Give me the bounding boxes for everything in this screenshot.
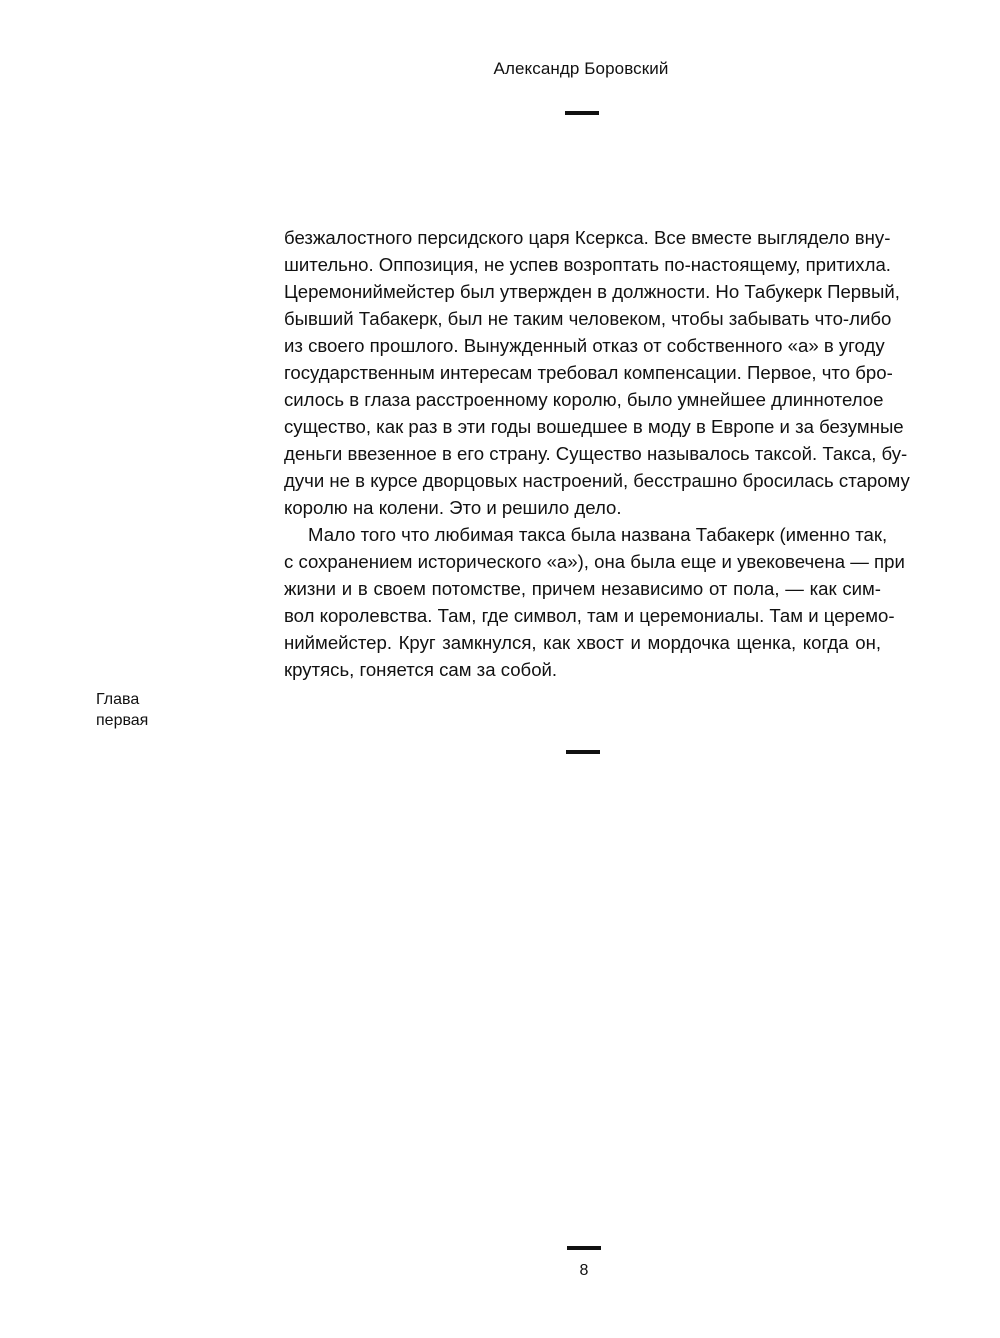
text-line: бывший Табакерк, был не таким человеком, чтобы забывать что-либо xyxy=(284,308,892,329)
text-line: с сохранением исторического «а»), она была еще и увековечена — при xyxy=(284,551,905,572)
middle-divider xyxy=(566,750,600,754)
text-line: государственным интересам требовал компенсации. Первое, что бро- xyxy=(284,362,893,383)
text-line: из своего прошлого. Вынужденный отказ от собственного «а» в угоду xyxy=(284,335,885,356)
chapter-label-line2: первая xyxy=(96,712,149,729)
text-line: Мало того что любимая такса была названа Табакерк (именно так, xyxy=(308,524,888,545)
text-line: шительно. Оппозиция, не успев возроптать по-настоящему, притихла. xyxy=(284,254,891,275)
chapter-label-line1: Глава xyxy=(96,691,140,708)
chapter-label xyxy=(96,689,148,731)
text-line: существо, как раз в эти годы вошедшее в моду в Европе и за безумные xyxy=(284,416,904,437)
text-line: вол королевства. Там, где символ, там и церемониалы. Там и церемо- xyxy=(284,605,895,626)
text-line: Церемониймейстер был утвержден в должности. Но Табукерк Первый, xyxy=(284,281,900,302)
page-number: 8 xyxy=(579,1262,589,1279)
running-head-author: Александр Боровский xyxy=(493,59,669,78)
text-line: безжалостного персидского царя Ксеркса. Все вместе выглядело вну- xyxy=(284,227,891,248)
text-line: ниймейстер. Круг замкнулся, как хвост и мордочка щенка, когда он, xyxy=(284,632,881,653)
text-line: деньги ввезенное в его страну. Существо называлось таксой. Такса, бу- xyxy=(284,443,908,464)
text-line: жизни и в своем потомстве, причем независимо от пола, — как сим- xyxy=(284,578,881,599)
text-line: королю на колени. Это и решило дело. xyxy=(284,497,622,518)
top-divider xyxy=(565,111,599,115)
text-line: силось в глаза расстроенному королю, было умнейшее длиннотелое xyxy=(284,389,884,410)
main-text xyxy=(284,224,910,683)
bottom-divider xyxy=(567,1246,601,1250)
text-line: крутясь, гоняется сам за собой. xyxy=(284,659,558,680)
text-line: дучи не в курсе дворцовых настроений, бесстрашно бросилась старому xyxy=(284,470,910,491)
